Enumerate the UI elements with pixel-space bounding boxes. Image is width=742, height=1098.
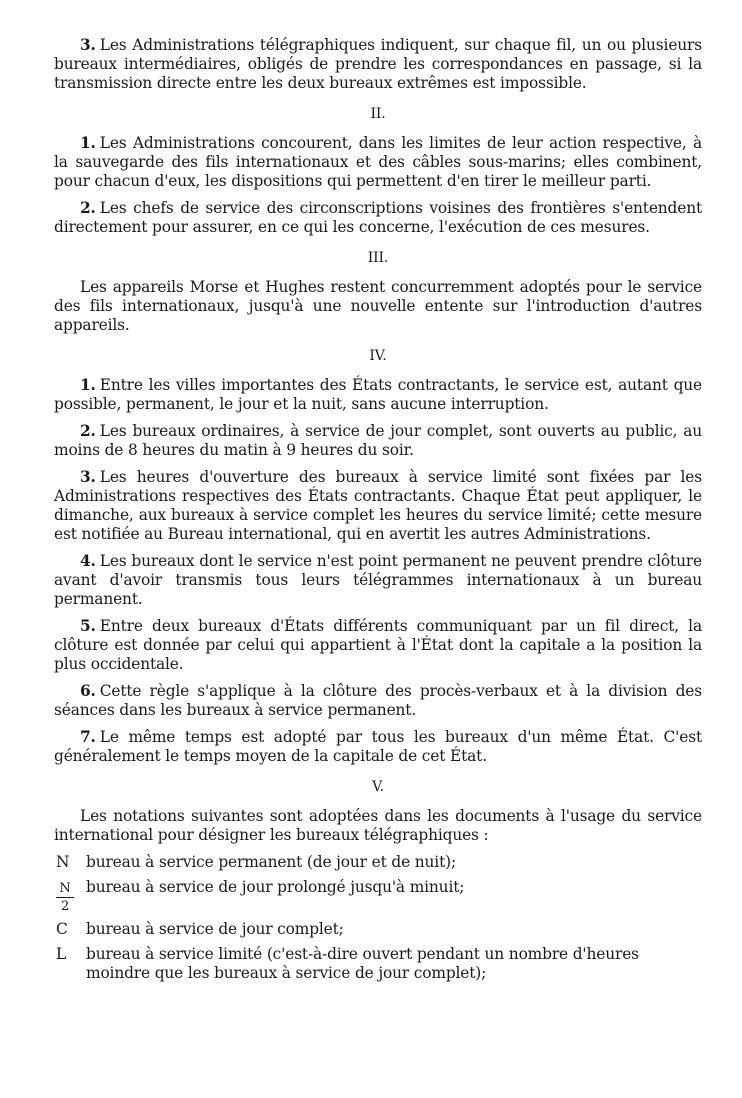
paragraph-text: Entre deux bureaux d'États différents communiquant par un fil direct, la clôture est donnée par celui qui appartient à l'État dont la capitale a la position la plus occidentale. (54, 617, 702, 673)
notation-item (54, 878, 702, 914)
paragraph-text: Les heures d'ouverture des bureaux à service limité sont fixées par les Administrations respectives des États contractants. Chaque État peut appliquer, le dimanche, aux bureaux à service complet les heures du service limité; cette mesure est notifiée au Bureau international, qui en avertit les autres Administrations. (54, 468, 702, 543)
notation-symbol: N (56, 853, 70, 871)
notation-symbol: C (56, 920, 68, 938)
paragraph-text: Les appareils Morse et Hughes restent concurremment adoptés pour le service des fils internationaux, jusqu'à une nouvelle entente sur l'introduction d'autres appareils. (54, 278, 702, 334)
paragraph-number: 3. (80, 36, 96, 54)
paragraph-text: Les notations suivantes sont adoptées dans les documents à l'usage du service international pour désigner les bureaux télégraphiques : (54, 807, 702, 844)
notation-item (54, 945, 702, 983)
notation-text: bureau à service de jour complet; (86, 920, 344, 938)
paragraph-4-3 (54, 468, 702, 544)
paragraph-text: Les bureaux dont le service n'est point permanent ne peuvent prendre clôture avant d'avoir transmis tous leurs télégrammes internationaux à un bureau permanent. (54, 552, 702, 608)
paragraph-4-1 (54, 376, 702, 414)
paragraph-5-intro (54, 807, 702, 845)
notation-list (54, 853, 702, 983)
paragraph-4-4 (54, 552, 702, 609)
section-heading-ii: II. (370, 106, 386, 122)
section-heading-iii: III. (367, 250, 389, 266)
notation-text: bureau à service de jour prolongé jusqu'à minuit; (86, 878, 465, 896)
notation-text: bureau à service limité (c'est-à-dire ouvert pendant un nombre d'heures moindre que les bureaux à service de jour complet); (86, 945, 639, 982)
notation-symbol: L (56, 945, 67, 963)
paragraph-number: 6. (80, 682, 96, 700)
section-heading-v: V. (372, 779, 384, 795)
fraction-bar (56, 897, 74, 898)
paragraph-text: Le même temps est adopté par tous les bureaux d'un même État. C'est généralement le temps moyen de la capitale de cet État. (54, 728, 702, 765)
paragraph-number: 3. (80, 468, 96, 486)
paragraph-4-2 (54, 422, 702, 460)
paragraph-number: 7. (80, 728, 96, 746)
paragraph-4-7 (54, 728, 702, 766)
notation-item (54, 853, 702, 872)
paragraph-2-2 (54, 199, 702, 237)
paragraph-number: 4. (80, 552, 96, 570)
paragraph-text: Les chefs de service des circonscriptions voisines des frontières s'entendent directement pour assurer, en ce qui les concerne, l'exécution de ces mesures. (54, 199, 702, 236)
paragraph-text: Les bureaux ordinaires, à service de jour complet, sont ouverts au public, au moins de 8 heures du matin à 9 heures du soir. (54, 422, 702, 459)
paragraph-3 (54, 278, 702, 335)
notation-symbol-fraction (54, 878, 86, 914)
paragraph-4-5 (54, 617, 702, 674)
paragraph-text: Les Administrations télégraphiques indiquent, sur chaque fil, un ou plusieurs bureaux intermédiaires, obligés de prendre les correspondances en passage, si la transmission directe entre les deux bureaux extrêmes est impossible. (54, 36, 702, 92)
section-heading-iv: IV. (369, 348, 387, 364)
paragraph-number: 1. (80, 134, 96, 152)
document-page (54, 36, 702, 989)
paragraph-number: 5. (80, 617, 96, 635)
paragraph-text: Les Administrations concourent, dans les limites de leur action respective, à la sauvegarde des fils internationaux et des câbles sous-marins; elles combinent, pour chacun d'eux, les dispositions qui permettent d'en tirer le meilleur parti. (54, 134, 702, 190)
notation-text: bureau à service permanent (de jour et de nuit); (86, 853, 456, 871)
paragraph-text: Cette règle s'applique à la clôture des procès-verbaux et à la division des séances dans les bureaux à service permanent. (54, 682, 702, 719)
paragraph-4-6 (54, 682, 702, 720)
paragraph-number: 2. (80, 199, 96, 217)
fraction-denominator: 2 (60, 899, 70, 914)
paragraph-2-1 (54, 134, 702, 191)
paragraph-text: Entre les villes importantes des États contractants, le service est, autant que possible, permanent, le jour et la nuit, sans aucune interruption. (54, 376, 702, 413)
fraction-numerator: N (59, 881, 71, 896)
paragraph-number: 2. (80, 422, 96, 440)
paragraph-1-3 (54, 36, 702, 93)
notation-item (54, 920, 702, 939)
paragraph-number: 1. (80, 376, 96, 394)
